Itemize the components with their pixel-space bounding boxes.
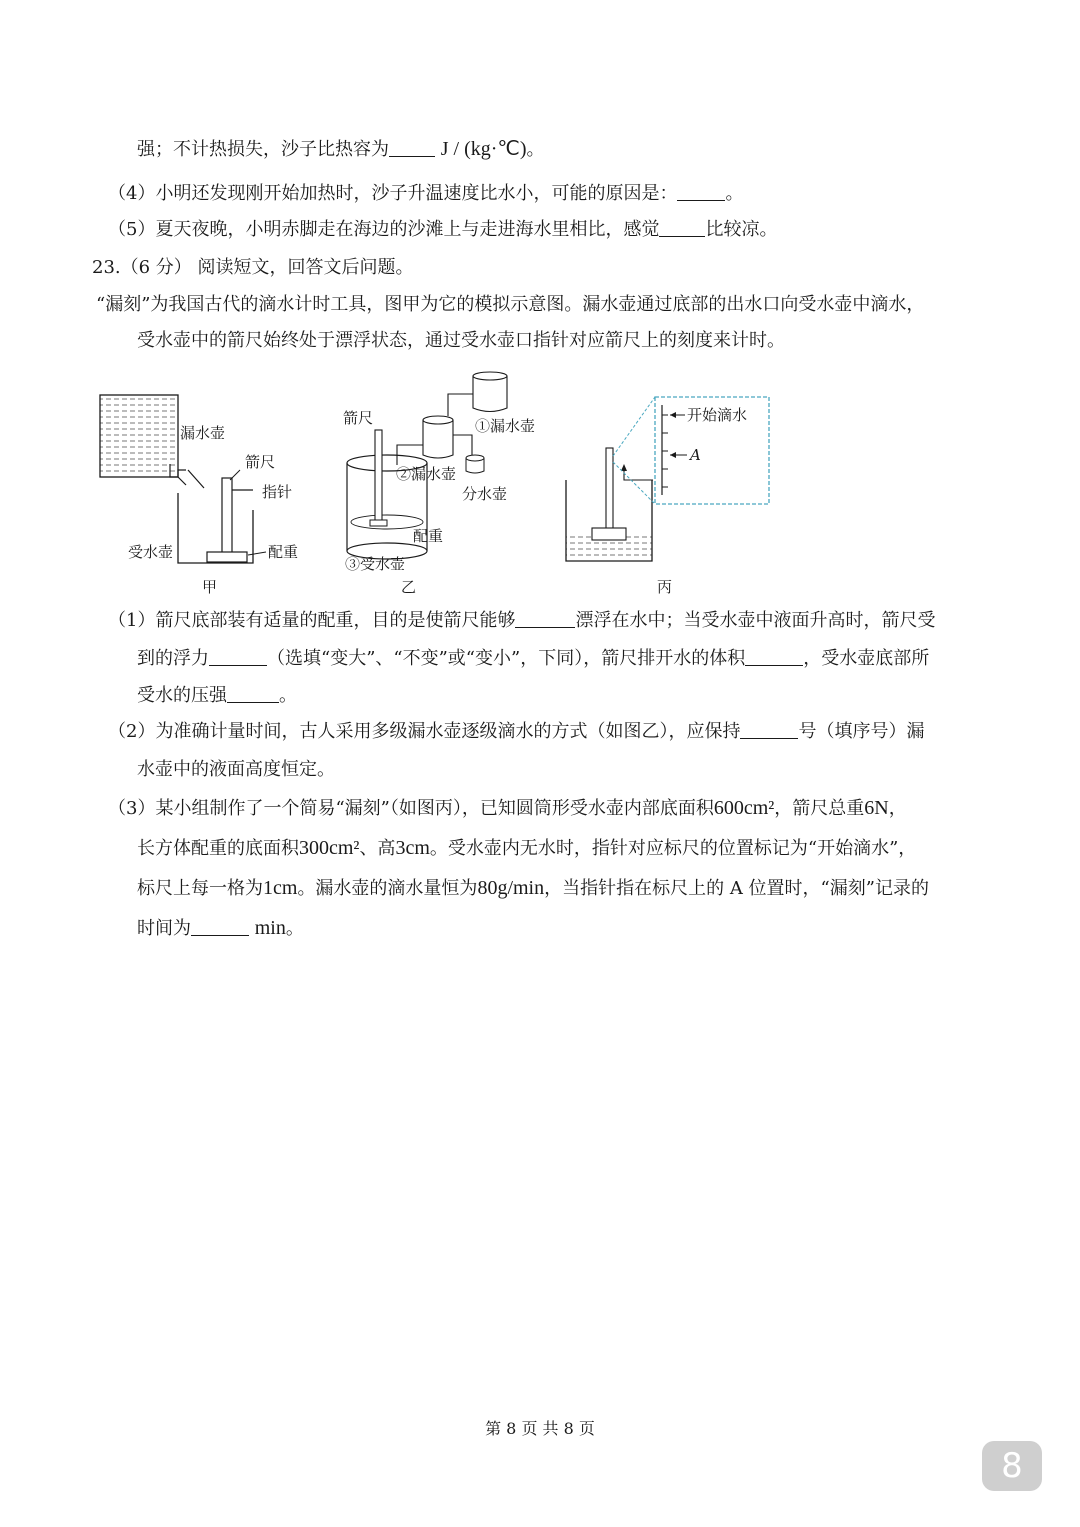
leak-pot-2-yi bbox=[423, 420, 453, 458]
page-footer: 第 8 页 共 8 页 bbox=[485, 1419, 595, 1438]
sub-question-2-line-1: （2）为准确计量时间，古人采用多级漏水壶逐级滴水的方式（如图乙），应保持 号（填序号）漏 bbox=[108, 721, 925, 742]
question-23-heading: 23.（6 分） 阅读短文，回答文后问题。 bbox=[92, 257, 414, 278]
answer-blank[interactable] bbox=[740, 720, 798, 739]
answer-blank[interactable] bbox=[677, 182, 725, 201]
sub-question-1-line-3: 受水的压强 。 bbox=[137, 685, 297, 706]
answer-blank[interactable] bbox=[745, 647, 803, 666]
label-position-a: A bbox=[690, 446, 701, 464]
leak-pot-jia bbox=[100, 395, 178, 477]
sub-question-2-line-2: 水壶中的液面高度恒定。 bbox=[137, 759, 335, 780]
label-pointer: 指针 bbox=[262, 483, 293, 501]
label-arrow-rod: 箭尺 bbox=[245, 453, 276, 471]
label-arrow-rod-yi: 箭尺 bbox=[343, 409, 374, 427]
figure-bing bbox=[566, 397, 769, 596]
label-leak-pot-2: ②漏水壶 bbox=[396, 465, 457, 483]
intro-line-1: “漏刻”为我国古代的滴水计时工具，图甲为它的模拟示意图。漏水壶通过底部的出水口向受水壶中滴水， bbox=[96, 294, 925, 315]
sub-question-3-line-4: 时间为 min。 bbox=[137, 917, 304, 939]
label-start-dripping: 开始滴水 bbox=[687, 406, 748, 424]
sub-question-3-line-2: 长方体配重的底面积300cm²、高3cm。受水壶内无水时，指针对应标尺的位置标记为“开始滴水”， bbox=[137, 837, 917, 859]
intro-line-2: 受水壶中的箭尺始终处于漂浮状态，通过受水壶口指针对应箭尺上的刻度来计时。 bbox=[137, 330, 785, 351]
question-4: （4）小明还发现刚开始加热时，沙子升温速度比水小，可能的原因是： 。 bbox=[108, 183, 744, 204]
page-number-badge[interactable]: 8 bbox=[982, 1441, 1042, 1491]
answer-blank[interactable] bbox=[227, 684, 279, 703]
answer-blank[interactable] bbox=[389, 138, 435, 157]
label-leak-pot-1: ①漏水壶 bbox=[475, 417, 536, 435]
label-leak-pot: 漏水壶 bbox=[180, 424, 226, 442]
figure-yi bbox=[343, 372, 535, 596]
label-receive-pot: 受水壶 bbox=[128, 543, 174, 561]
leak-pot-1-yi bbox=[473, 376, 507, 412]
lougke-diagram bbox=[90, 360, 790, 605]
figure-jia bbox=[100, 395, 298, 596]
sub-question-3-line-1: （3）某小组制作了一个简易“漏刻”（如图丙），已知圆筒形受水壶内部底面积600cm²，箭尺总重6N， bbox=[108, 797, 907, 819]
arrow-rod-jia bbox=[222, 478, 232, 553]
label-weight-yi: 配重 bbox=[413, 527, 444, 545]
label-weight: 配重 bbox=[268, 543, 299, 561]
answer-blank[interactable] bbox=[209, 647, 267, 666]
arrow-rod-yi bbox=[375, 430, 382, 522]
label-receive-pot-yi: ③受水壶 bbox=[345, 555, 406, 573]
answer-blank[interactable] bbox=[515, 609, 575, 628]
answer-blank[interactable] bbox=[659, 218, 705, 237]
label-split-pot: 分水壶 bbox=[462, 485, 508, 503]
question-5: （5）夏天夜晚，小明赤脚走在海边的沙滩上与走进海水里相比，感觉 比较凉。 bbox=[108, 219, 778, 240]
caption-yi: 乙 bbox=[401, 578, 417, 596]
caption-bing: 丙 bbox=[657, 578, 673, 596]
answer-blank[interactable] bbox=[191, 917, 249, 936]
sub-question-3-line-3: 标尺上每一格为1cm。漏水壶的滴水量恒为80g/min，当指针指在标尺上的 A 位置时，“漏刻”记录的 bbox=[137, 877, 929, 899]
sub-question-1-line-2: 到的浮力 （选填“变大”、“不变”或“变小”，下同），箭尺排开水的体积 ，受水壶底部所 bbox=[137, 648, 930, 669]
sub-question-1-line-1: （1）箭尺底部装有适量的配重，目的是使箭尺能够 漂浮在水中；当受水壶中液面升高时，箭尺受 bbox=[108, 610, 936, 631]
weight-bing bbox=[592, 528, 626, 540]
caption-jia: 甲 bbox=[202, 578, 218, 596]
line-specific-heat: 强；不计热损失，沙子比热容为 J / (kg·℃)。 bbox=[137, 138, 545, 160]
diagram-figure bbox=[90, 360, 790, 605]
arrow-rod-bing bbox=[606, 448, 613, 530]
weight-jia bbox=[207, 552, 247, 562]
